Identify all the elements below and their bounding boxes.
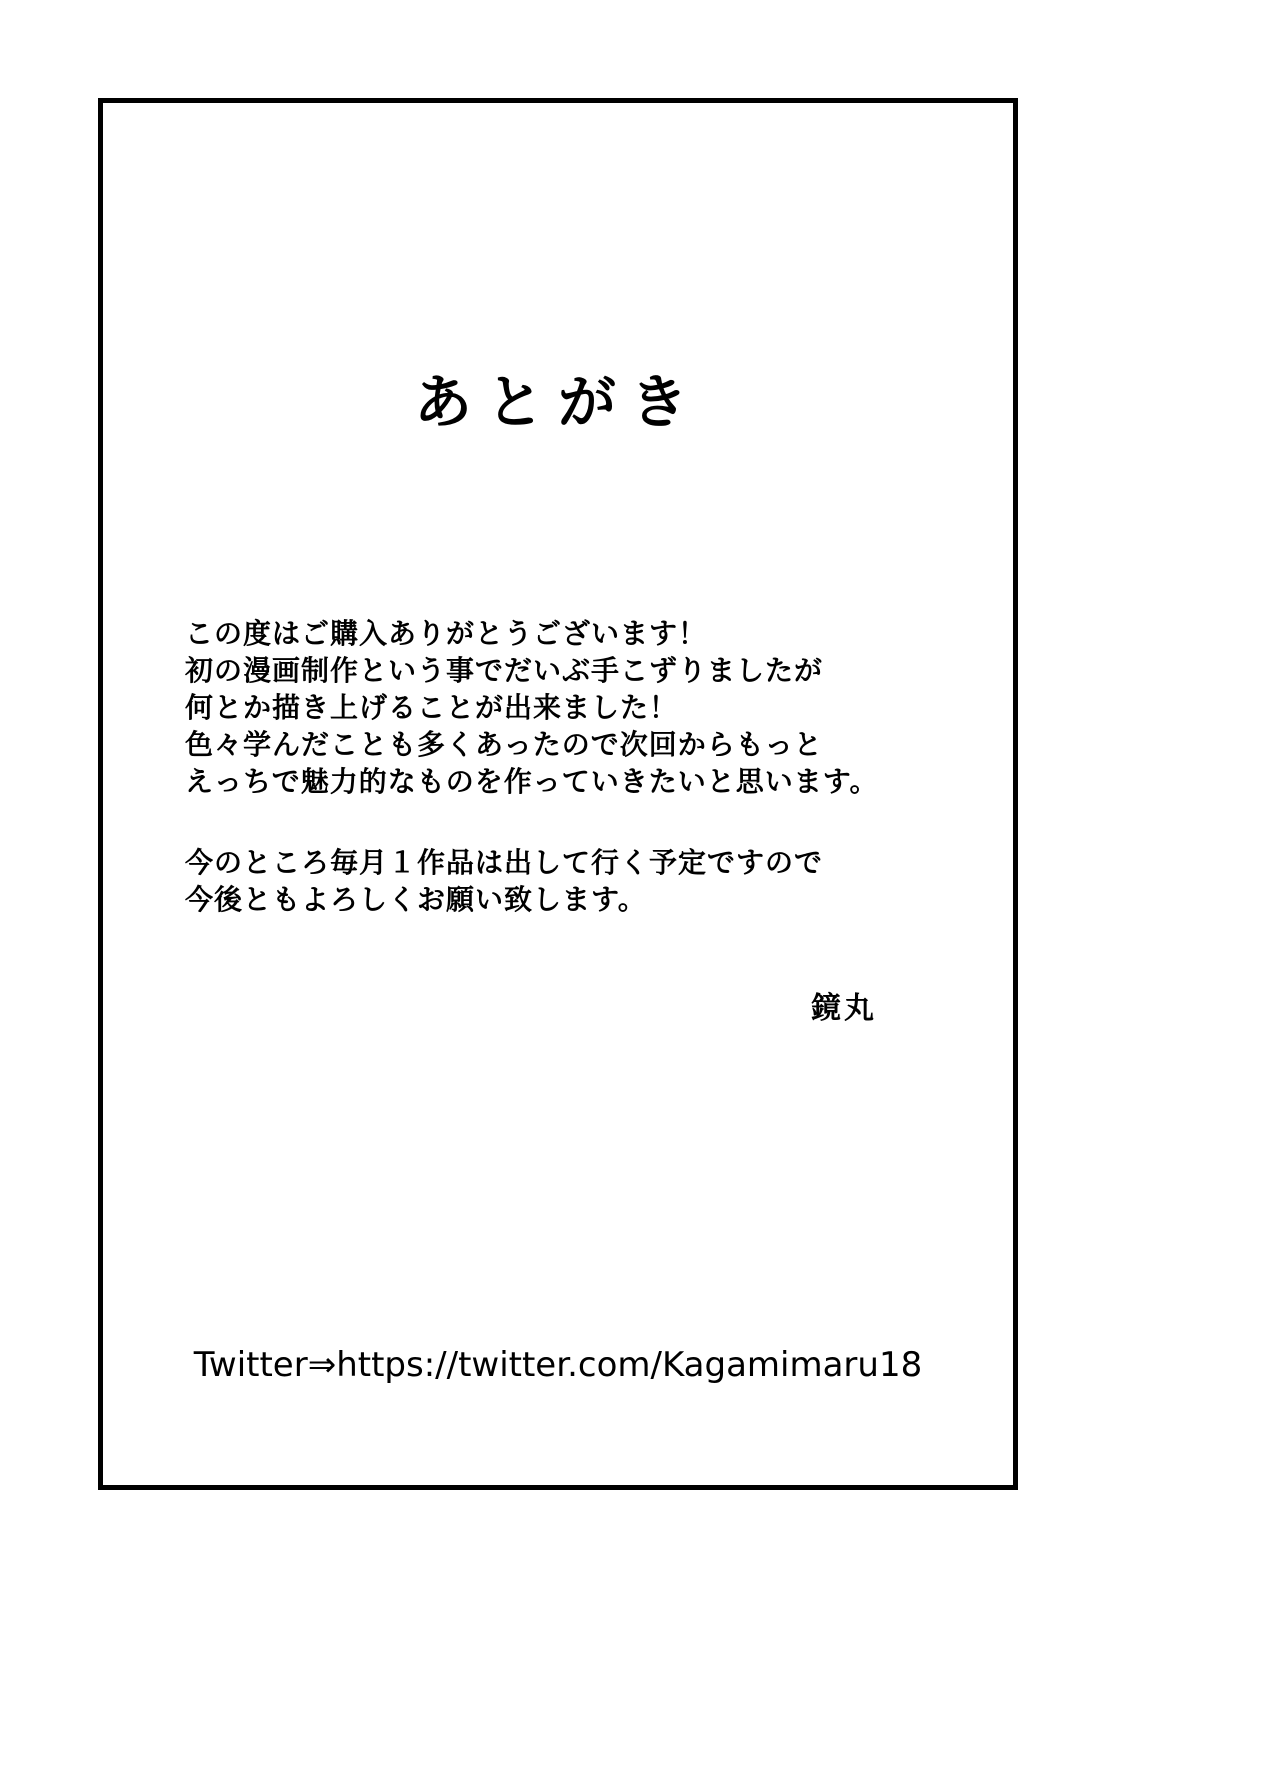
paragraph-1: この度はご購入ありがとうございます！ 初の漫画制作という事でだいぶ手こずりましたが 何とか描き上げることが出来ました！ 色々学んだことも多くあったので次回からもっと えっちで魅力的なものを作っていきたいと思います。 — [185, 617, 879, 798]
author-signature: 鏡丸 — [811, 991, 877, 1026]
page-border-frame — [98, 98, 1018, 1490]
afterword-body — [185, 615, 975, 918]
twitter-link[interactable]: Twitter⇒https://twitter.com/Kagamimaru18 — [193, 1345, 923, 1385]
paragraph-2: 今のところ毎月１作品は出して行く予定ですので 今後ともよろしくお願い致します。 — [185, 846, 824, 916]
page-title: あとがき — [413, 368, 702, 436]
